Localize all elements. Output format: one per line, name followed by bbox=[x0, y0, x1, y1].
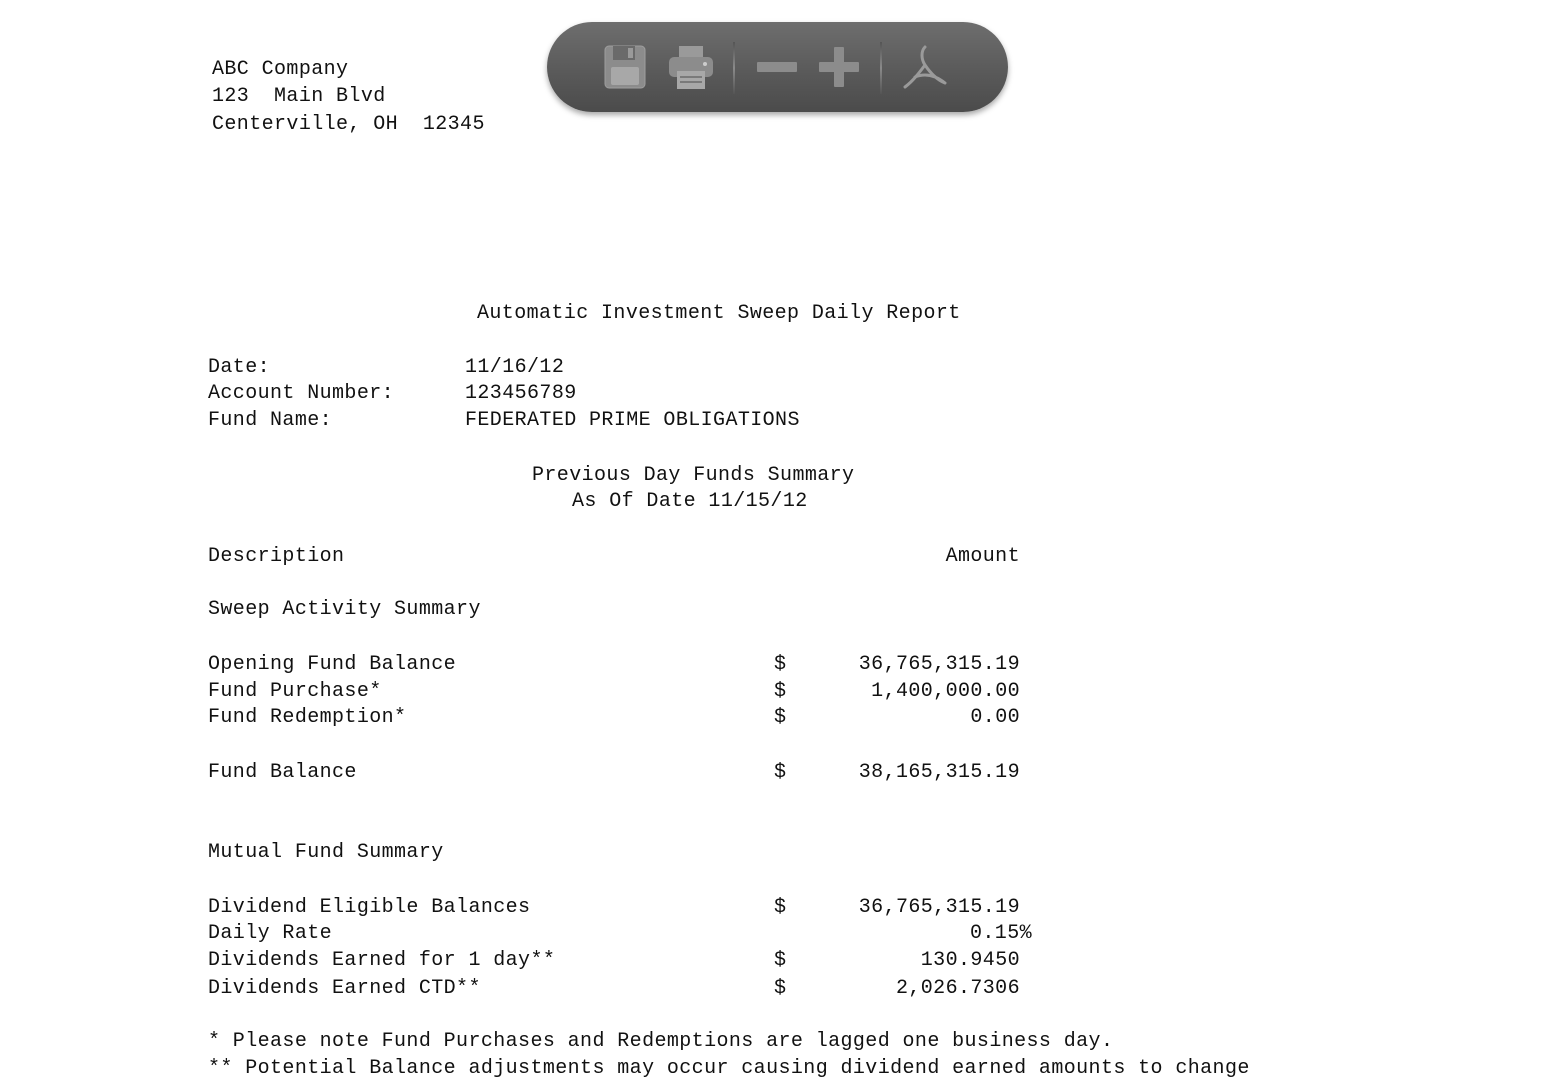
report-title: Automatic Investment Sweep Daily Report bbox=[477, 302, 961, 325]
print-icon[interactable] bbox=[665, 41, 717, 93]
street-address: 123 Main Blvd bbox=[212, 85, 386, 108]
row-label: Opening Fund Balance bbox=[208, 653, 457, 676]
account-number-value: 123456789 bbox=[465, 382, 577, 405]
row-label: Fund Redemption* bbox=[208, 706, 407, 729]
toolbar-separator bbox=[880, 42, 882, 94]
column-header-amount: Amount bbox=[945, 545, 1020, 568]
row-label: Dividends Earned for 1 day** bbox=[208, 949, 556, 972]
row-label: Fund Purchase* bbox=[208, 680, 382, 703]
zoom-out-icon[interactable] bbox=[751, 41, 803, 93]
summary-subtitle: As Of Date 11/15/12 bbox=[572, 490, 808, 513]
row-label: Daily Rate bbox=[208, 922, 333, 945]
row-amount: 0.15% bbox=[969, 922, 1032, 945]
row-amount: 1,400,000.00 bbox=[871, 680, 1020, 703]
row-label: Dividends Earned CTD** bbox=[208, 977, 481, 1000]
row-amount: 36,765,315.19 bbox=[858, 896, 1020, 919]
footnote-2: ** Potential Balance adjustments may occur causing dividend earned amounts to change bbox=[208, 1057, 1250, 1080]
fund-name-label: Fund Name: bbox=[208, 409, 333, 432]
acrobat-icon[interactable] bbox=[899, 41, 951, 93]
city-state-zip: Centerville, OH 12345 bbox=[212, 113, 485, 136]
row-amount: 36,765,315.19 bbox=[858, 653, 1020, 676]
fund-balance-currency: $ bbox=[774, 761, 787, 784]
fund-name-value: FEDERATED PRIME OBLIGATIONS bbox=[465, 409, 800, 432]
date-label: Date: bbox=[208, 356, 271, 379]
company-name: ABC Company bbox=[212, 58, 349, 81]
account-number-label: Account Number: bbox=[208, 382, 395, 405]
mutual-fund-heading: Mutual Fund Summary bbox=[208, 841, 444, 864]
row-currency: $ bbox=[774, 680, 787, 703]
row-currency: $ bbox=[774, 896, 787, 919]
row-currency: $ bbox=[774, 706, 787, 729]
pdf-toolbar bbox=[547, 22, 1008, 112]
fund-balance-label: Fund Balance bbox=[208, 761, 357, 784]
column-header-description: Description bbox=[208, 545, 345, 568]
fund-balance-amount: 38,165,315.19 bbox=[858, 761, 1020, 784]
toolbar-separator bbox=[733, 42, 735, 94]
zoom-in-icon[interactable] bbox=[813, 41, 865, 93]
row-amount: 130.9450 bbox=[920, 949, 1020, 972]
row-amount: 2,026.7306 bbox=[895, 977, 1020, 1000]
sweep-activity-heading: Sweep Activity Summary bbox=[208, 598, 481, 621]
save-icon[interactable] bbox=[599, 41, 651, 93]
row-currency: $ bbox=[774, 977, 787, 1000]
row-label: Dividend Eligible Balances bbox=[208, 896, 531, 919]
summary-title: Previous Day Funds Summary bbox=[532, 464, 855, 487]
row-amount: 0.00 bbox=[970, 706, 1020, 729]
row-currency: $ bbox=[774, 653, 787, 676]
row-currency: $ bbox=[774, 949, 787, 972]
footnote-1: * Please note Fund Purchases and Redemptions are lagged one business day. bbox=[208, 1030, 1114, 1053]
date-value: 11/16/12 bbox=[465, 356, 565, 379]
